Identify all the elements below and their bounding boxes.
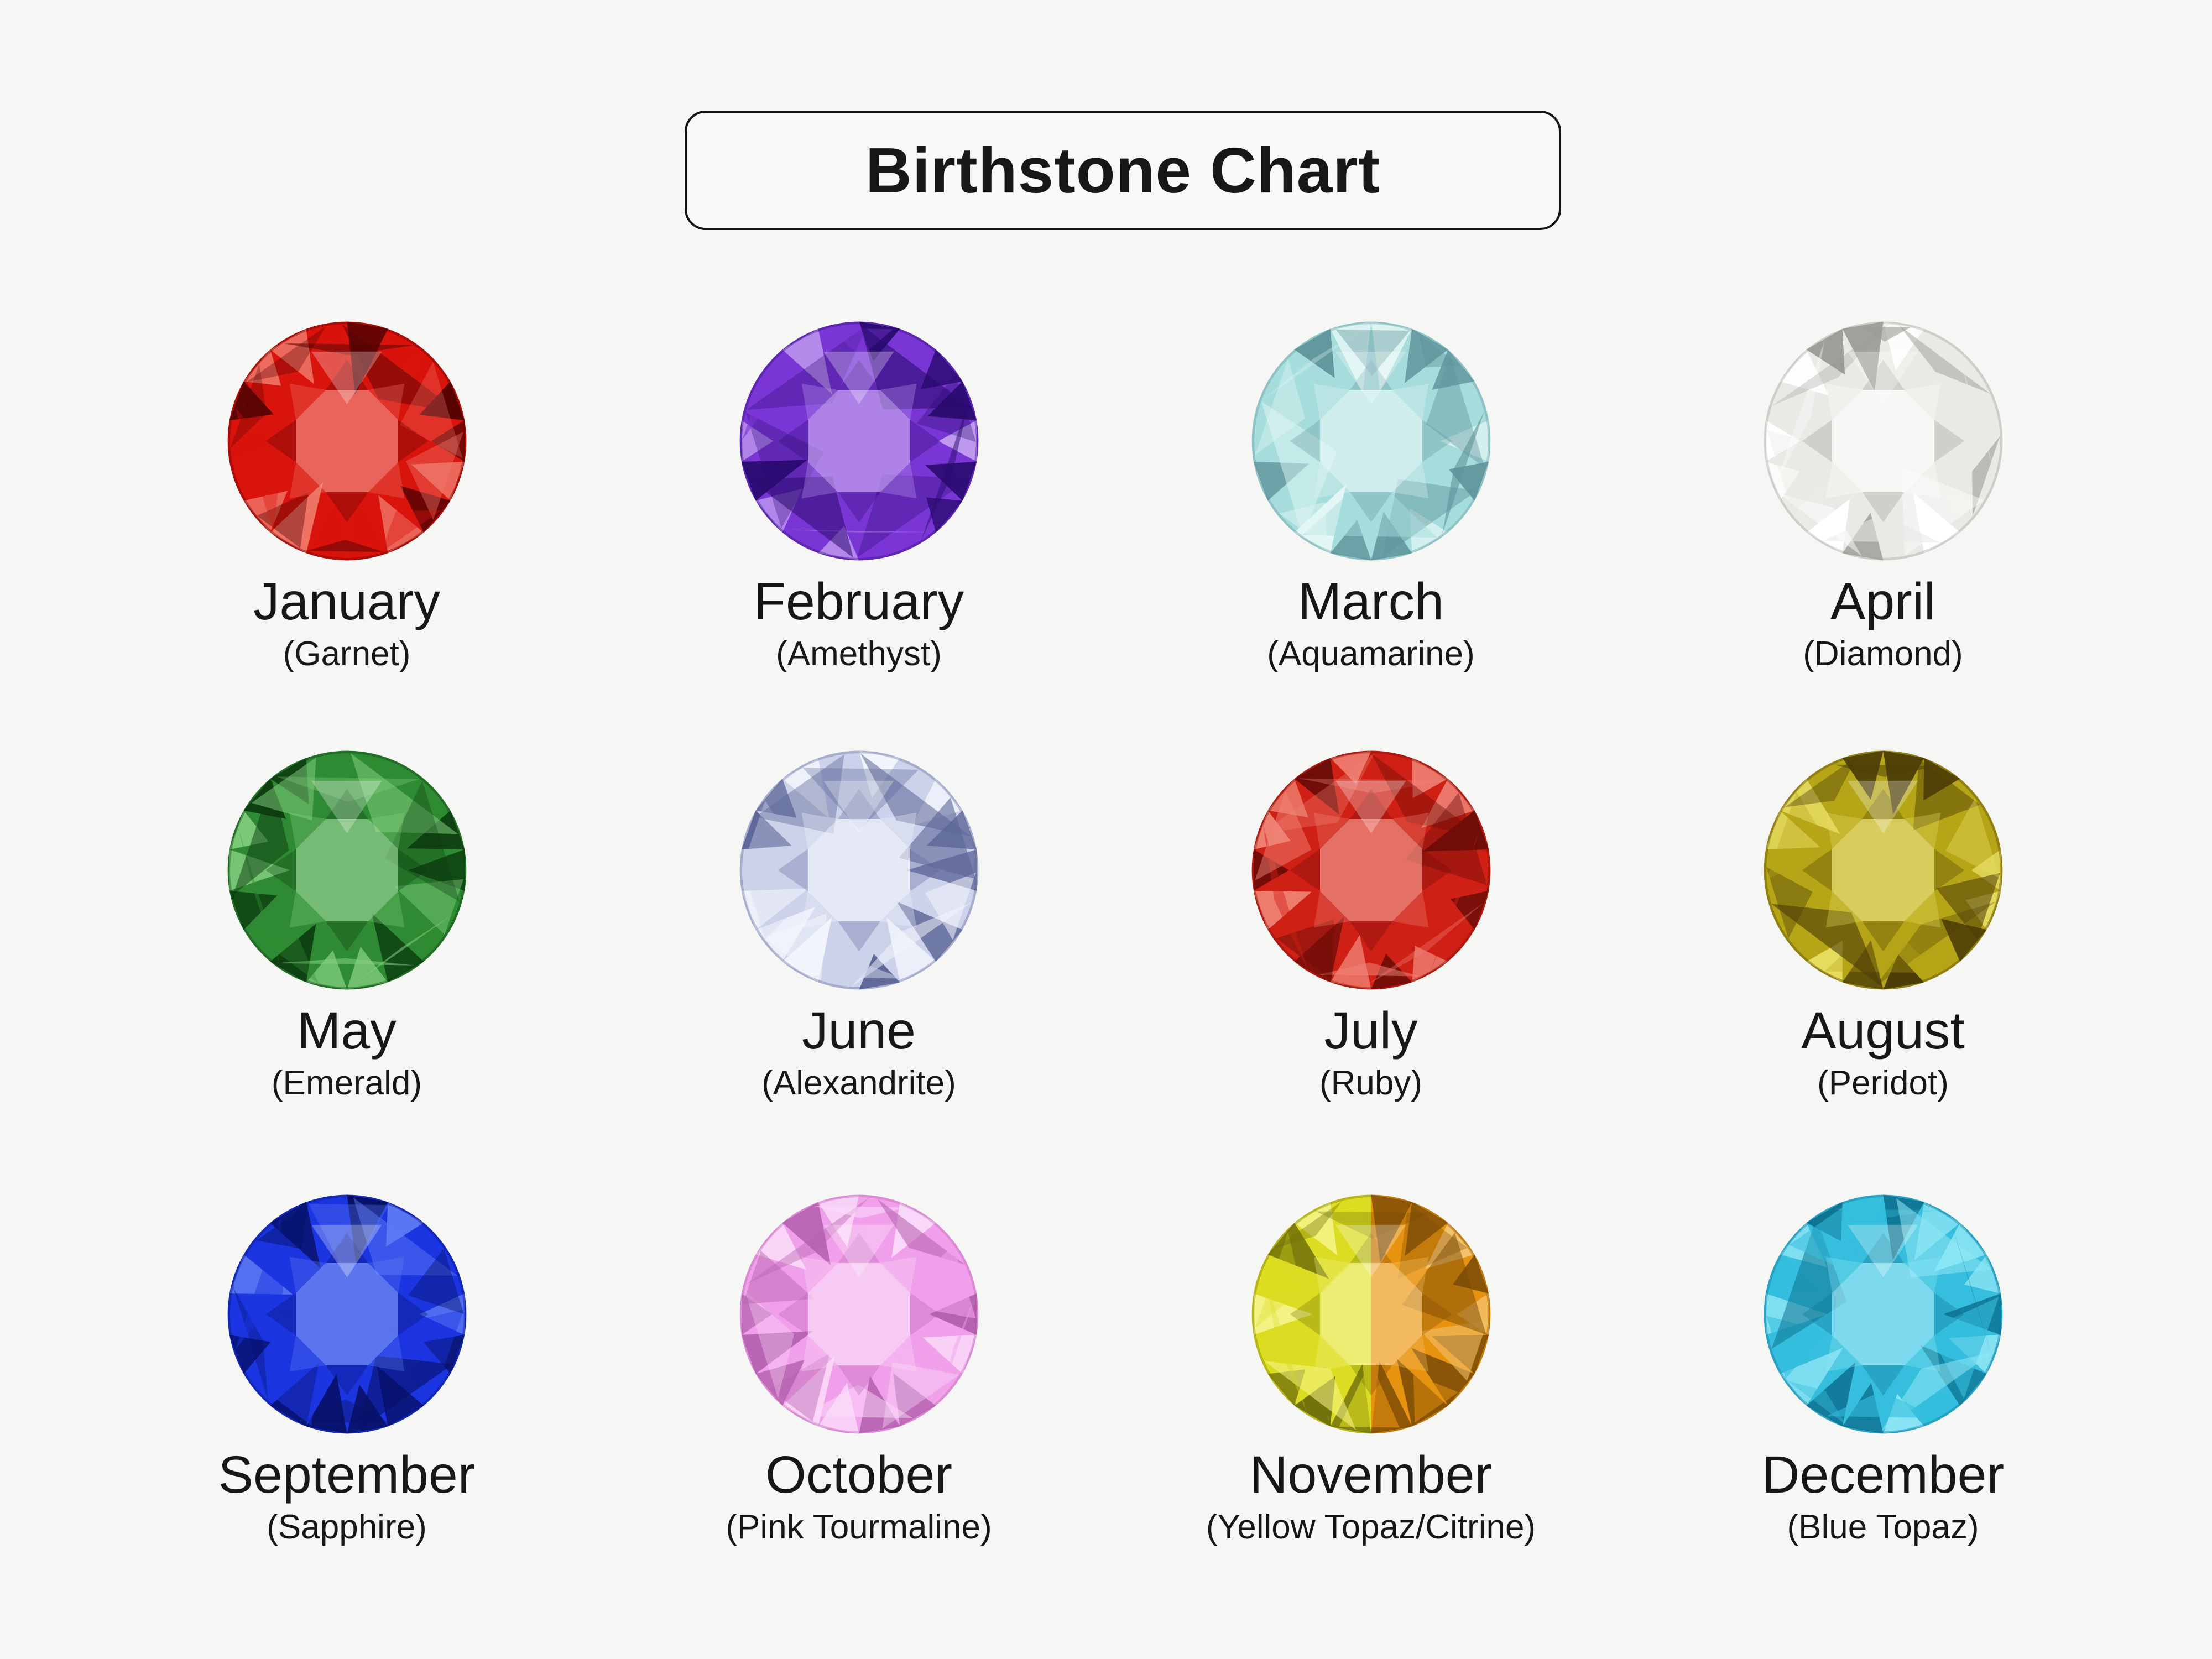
gem-october — [736, 1191, 982, 1437]
birthstone-cell — [1115, 747, 1627, 1106]
birthstone-cell — [91, 747, 603, 1106]
gem-january — [224, 318, 470, 564]
month-label: April — [1830, 572, 1936, 631]
birthstone-cell — [1115, 1191, 1627, 1550]
gem-july — [1248, 747, 1494, 993]
birthstone-cell — [1627, 318, 2139, 677]
month-label: August — [1801, 1001, 1965, 1060]
stone-label: (Garnet) — [283, 635, 411, 674]
stone-label: (Sapphire) — [267, 1508, 427, 1547]
gem-may — [224, 747, 470, 993]
stone-label: (Alexandrite) — [761, 1064, 956, 1103]
month-label: June — [801, 1001, 916, 1060]
stone-label: (Yellow Topaz/Citrine) — [1206, 1508, 1536, 1547]
gem-september — [224, 1191, 470, 1437]
month-label: July — [1324, 1001, 1418, 1060]
gem-june — [736, 747, 982, 993]
stone-label: (Diamond) — [1803, 635, 1963, 674]
row-2 — [91, 747, 2139, 1106]
stone-label: (Aquamarine) — [1267, 635, 1475, 674]
month-label: September — [218, 1446, 476, 1504]
gem-february — [736, 318, 982, 564]
gem-november — [1248, 1191, 1494, 1437]
stone-label: (Blue Topaz) — [1787, 1508, 1979, 1547]
gem-december — [1760, 1191, 2006, 1437]
month-label: November — [1249, 1446, 1493, 1504]
month-label: May — [297, 1001, 397, 1060]
birthstone-cell — [91, 1191, 603, 1550]
month-label: December — [1761, 1446, 2005, 1504]
birthstone-cell — [1627, 747, 2139, 1106]
stone-label: (Emerald) — [271, 1064, 422, 1103]
stone-label: (Pink Tourmaline) — [726, 1508, 992, 1547]
birthstone-cell — [1627, 1191, 2139, 1550]
title-box — [685, 111, 1561, 230]
stone-label: (Peridot) — [1817, 1064, 1949, 1103]
gem-march — [1248, 318, 1494, 564]
month-label: March — [1298, 572, 1444, 631]
gem-august — [1760, 747, 2006, 993]
birthstone-cell — [603, 1191, 1115, 1550]
row-3 — [91, 1191, 2139, 1550]
birthstone-cell — [603, 318, 1115, 677]
month-label: October — [765, 1446, 952, 1504]
stone-label: (Ruby) — [1319, 1064, 1423, 1103]
birthstone-cell — [1115, 318, 1627, 677]
stone-label: (Amethyst) — [776, 635, 942, 674]
month-label: January — [253, 572, 440, 631]
birthstone-cell — [91, 318, 603, 677]
row-1 — [91, 318, 2139, 677]
gem-april — [1760, 318, 2006, 564]
page-title: Birthstone Chart — [865, 134, 1381, 206]
month-label: February — [753, 572, 964, 631]
birthstone-cell — [603, 747, 1115, 1106]
